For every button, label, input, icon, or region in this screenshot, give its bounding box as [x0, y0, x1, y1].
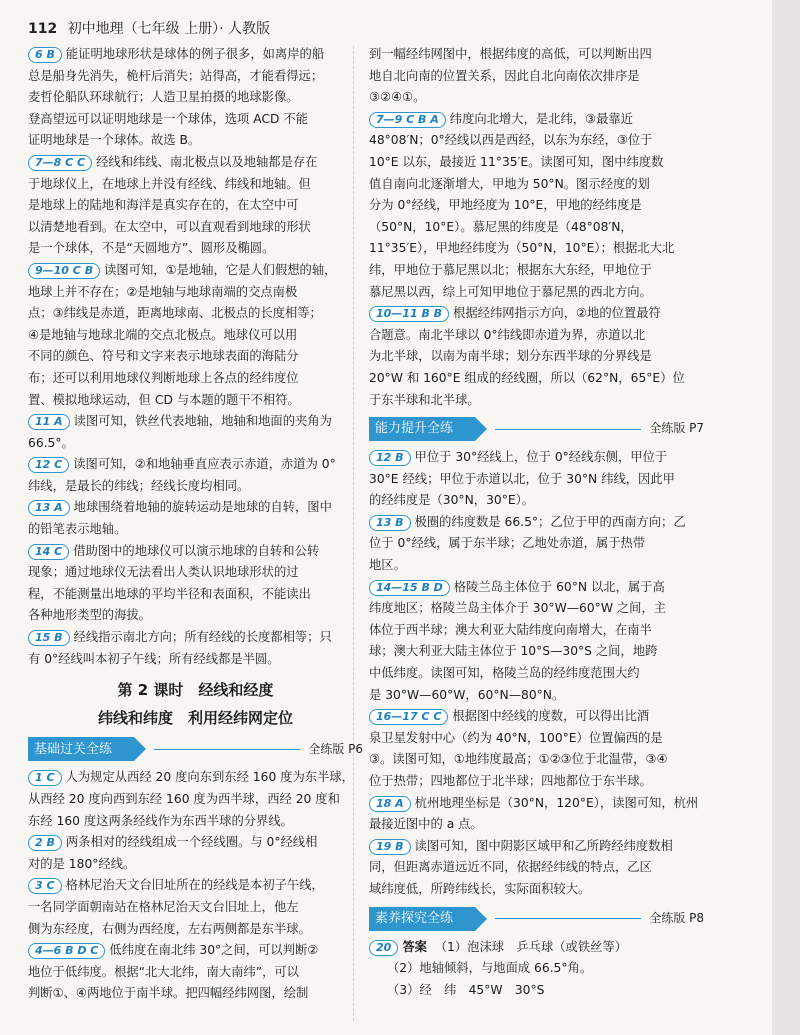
section-bar-basic [28, 737, 363, 761]
answer-16-17 [369, 706, 704, 792]
answer-text: 登高望远可以证明地球是一个球体，选项 ACD 不能 [28, 111, 309, 126]
answer-text: 现象；通过地球仪无法看出人类认识地球形状的过 [28, 565, 299, 580]
answer-text: 合题意。南北半球以 0°纬线即赤道为界，赤道以北 [369, 327, 646, 342]
answer-text: 两条相对的经线组成一个经线圈。与 0°经线相 [65, 835, 318, 850]
answer-text: 不同的颜色、符号和文字来表示地球表面的海陆分 [28, 349, 299, 364]
answer-text: 格林尼治天文台旧址所在的经线是本初子午线， [65, 878, 324, 893]
left-column [28, 44, 363, 1005]
answer-text: 侧为东经度，右侧为西经度，左右两侧都是东半球。 [28, 921, 311, 936]
question-tag: 6 B [28, 47, 62, 63]
answer-text: 泉卫星发射中心（约为 40°N，100°E）位置偏西的是 [369, 730, 663, 745]
answer-4-6-continued [369, 44, 704, 109]
answer-text: 对的是 180°经线。 [28, 856, 136, 871]
answer-text: 低纬度在南北纬 30°之间，可以判断② [109, 943, 319, 958]
answer-text: 地位于低纬度。根据“北大北纬，南大南纬”，可以 [28, 964, 299, 979]
answer-text: 于地球仪上，在地球上并没有经线、纬线和地轴。但 [28, 176, 311, 191]
question-tag: 15 B [28, 630, 70, 646]
answer-text: 以清楚地看到。在太空中，可以直观看到地球的形状 [28, 219, 311, 234]
answer-11 [28, 411, 363, 454]
answer-14-15 [369, 577, 704, 707]
answer-15 [28, 627, 363, 670]
answer-text: 48°08′N；0°经线以西是西经，以东为东经，③位于 [369, 133, 653, 148]
question-tag: 4—6 B D C [28, 943, 105, 959]
answer-4-6 [28, 940, 363, 1005]
answer-7-9 [369, 109, 704, 303]
answer-text: 66.5°。 [28, 435, 74, 450]
page-edge [772, 0, 800, 1035]
answer-20 [369, 937, 704, 1002]
question-tag: 18 A [369, 796, 411, 812]
answer-text: 能证明地球形状是球体的例子很多，如离岸的船 [65, 47, 325, 61]
answer-text: 地区。 [369, 558, 406, 573]
page-header [28, 18, 270, 38]
question-tag: 13 B [369, 515, 411, 531]
section-rule [495, 918, 641, 919]
answer-6 [28, 44, 363, 152]
answer-text: 总是船身先消失，桅杆后消失；站得高，才能看得远； [28, 68, 324, 83]
answer-text: 纬线，是最长的纬线；经线长度均相同。 [28, 478, 250, 493]
answer-3 [28, 875, 363, 940]
answer-12 [28, 454, 363, 497]
section-label: 素养探究全练 [369, 907, 475, 931]
answer-text: 读图可知，①是地轴，它是人们假想的轴， [104, 262, 337, 277]
question-tag: 13 A [28, 500, 70, 516]
answer-text: 纬度地区；格陵兰岛主体介于 30°W—60°W 之间，主 [369, 601, 667, 616]
answer-9-10 [28, 260, 363, 411]
answer-text: 人为规定从西经 20 度向东到东经 160 度为东半球， [65, 770, 354, 785]
answer-text: （50°N，10°E）。慕尼黑的纬度是（48°08′N， [369, 219, 633, 234]
answer-text: 中低纬度。读图可知，格陵兰岛的经纬度范围大约 [369, 666, 640, 681]
section-arrow-icon [475, 907, 487, 931]
answer-text: ③②④①。 [369, 90, 426, 105]
answer-1 [28, 767, 363, 832]
answer-text: 域纬度低，所跨纬线长，实际面积较大。 [369, 881, 591, 896]
answer-text: 纬，甲地位于慕尼黑以北；根据东大东经，甲地位于 [369, 262, 652, 277]
answer-text: 地球上并不存在；②是地轴与地球南端的交点南极 [28, 284, 298, 299]
book-title: 初中地理（七年级 上册）· 人教版 [67, 21, 271, 37]
answer-text: 为北半球，以南为南半球；划分东西半球的分界线是 [369, 349, 652, 364]
section-arrow-icon [475, 417, 487, 441]
answer-text: 的经纬度是（30°N，30°E）。 [369, 493, 535, 508]
answer-text: 置、模拟地球运动，但 CD 与本题的题干不相符。 [28, 392, 300, 407]
answer-text: 位于热带；四地都位于北半球；四地都位于东半球。 [369, 774, 652, 788]
answer-text: 点；③纬线是赤道，距离地球南、北极点的长度相等； [28, 306, 322, 321]
answer-text: ④是地轴与地球北端的交点北极点。地球仪可以用 [28, 327, 298, 342]
answer-10-11 [369, 303, 704, 411]
answer-text: 地自北向南的位置关系，因此自北向南依次排序是 [369, 68, 640, 83]
answer-text: 杭州地理坐标是（30°N，120°E），读图可知，杭州 [414, 795, 699, 810]
answer-text: 读图可知，②和地轴垂直应表示赤道，赤道为 0° [73, 457, 336, 472]
answer-text: 到一幅经纬网图中，根据纬度的高低，可以判断出四 [369, 47, 652, 61]
answer-13 [28, 497, 363, 540]
answer-text: 纬度向北增大，是北纬，③最靠近 [449, 111, 633, 126]
answer-text: 麦哲伦船队环球航行；人造卫星拍摄的地球影像。 [28, 90, 299, 105]
section-bar-ability [369, 417, 704, 441]
answer-text: 值自南向北逐渐增大，甲地为 50°N。图示经度的划 [369, 176, 650, 191]
answer-text: 经线指示南北方向；所有经线的长度都相等；只 [73, 630, 332, 645]
question-tag: 2 B [28, 835, 62, 851]
section-label: 基础过关全练 [28, 737, 134, 761]
answer-text: 是 30°W—60°W，60°N—80°N。 [369, 687, 565, 702]
answer-text: 分为 0°经线，甲地经度为 10°E，甲地的经纬度是 [369, 198, 642, 213]
answer-text: 位于 0°经线，属于东半球；乙地处赤道，属于热带 [369, 536, 646, 551]
answer-text: 是地球上的陆地和海洋是真实存在的，在太空中可 [28, 198, 299, 213]
answer-14 [28, 541, 363, 627]
question-tag: 3 C [28, 878, 62, 894]
answer-12 [369, 447, 704, 512]
answer-text: 20°W 和 160°E 组成的经线圈，所以（62°N，65°E）位 [369, 370, 685, 385]
answer-text: 同，但距离赤道远近不同，依据经纬线的特点，乙区 [369, 860, 652, 875]
answer-text: 格陵兰岛主体位于 60°N 以北，属于高 [453, 579, 665, 594]
question-tag: 12 C [28, 457, 69, 473]
answer-text: 判断①、④两地位于南半球。把四幅经纬网图，绘制 [28, 986, 309, 1001]
answer-text: 各种地形类型的海拔。 [28, 608, 151, 623]
answer-7-8 [28, 152, 363, 260]
answer-text: 有 0°经线叫本初子午线；所有经线都是半圆。 [28, 651, 280, 666]
question-tag: 9—10 C B [28, 263, 100, 279]
question-tag: 12 B [369, 450, 411, 466]
question-tag: 19 B [369, 839, 411, 855]
answer-text: 11°35′E），甲地经纬度为（50°N，10°E）；根据北大北 [369, 241, 675, 256]
question-tag: 20 [369, 940, 398, 956]
answer-text: 甲位于 30°经线上，位于 0°经线东侧，甲位于 [414, 450, 668, 465]
question-tag: 11 A [28, 414, 70, 430]
page-number: 112 [28, 21, 58, 37]
question-tag: 14—15 B D [369, 580, 450, 596]
section-arrow-icon [134, 737, 146, 761]
answer-text: 10°E 以东，最接近 11°35′E。读图可知，图中纬度数 [369, 154, 664, 169]
answer-text: （2）地轴倾斜，与地面成 66.5°角。 [387, 961, 593, 976]
answer-text: 最接近图中的 a 点。 [369, 817, 483, 832]
section-rule [495, 429, 641, 430]
section-page-ref: 全练版 P6 [308, 741, 363, 756]
answer-label: 答案 [402, 939, 427, 954]
answer-text: 一名同学面朝南站在格林尼治天文台旧址上，他左 [28, 899, 299, 914]
answer-text: 读图可知，铁丝代表地轴，地轴和地面的夹角为 [73, 414, 332, 429]
answer-text: 地球围绕着地轴的旋转运动是地球的自转，图中 [73, 500, 332, 515]
answer-text: 球；澳大利亚大陆主体位于 10°S—30°S 之间，地跨 [369, 644, 658, 659]
answer-text: 30°E 经线；甲位于赤道以北，位于 30°N 纬线，因此甲 [369, 471, 675, 486]
answer-text: 程，不能测量出地球的平均半径和表面积，不能读出 [28, 586, 311, 601]
answer-text: 根据经纬网指示方向，②地的位置最符 [453, 306, 661, 321]
question-tag: 14 C [28, 544, 69, 560]
answer-text: 体位于西半球；澳大利亚大陆纬度向南增大，在南半 [369, 622, 652, 637]
lesson-title: 第 2 课时 经线和经度 [117, 681, 274, 700]
answer-text: （1）泡沫球 乒乓球（或铁丝等） [434, 939, 628, 954]
answer-2 [28, 832, 363, 875]
answer-text: （3）经 纬 45°W 30°S [387, 982, 545, 997]
answer-text: 读图可知，图中阴影区域甲和乙所跨经纬度数相 [414, 838, 673, 853]
answer-text: 是一个球体，不是“天圆地方”、圆形及椭圆。 [28, 241, 275, 256]
answer-text: 东经 160 度这两条经线作为东西半球的分界线。 [28, 813, 293, 828]
question-tag: 16—17 C C [369, 709, 448, 725]
answer-19 [369, 836, 704, 901]
section-page-ref: 全练版 P7 [649, 421, 704, 436]
right-column [369, 44, 704, 1001]
lesson-subtitle: 纬线和纬度 利用经纬网定位 [97, 708, 293, 727]
answer-text: 借助图中的地球仪可以演示地球的自转和公转 [73, 543, 320, 558]
section-page-ref: 全练版 P8 [649, 910, 704, 925]
section-label: 能力提升全练 [369, 417, 475, 441]
answer-text: 极圈的纬度数是 66.5°；乙位于甲的西南方向；乙 [414, 514, 686, 529]
answer-text: 经线和纬线、南北极点以及地轴都是存在 [96, 154, 318, 169]
answer-text: 从西经 20 度向西到东经 160 度为西半球，西经 20 度和 [28, 792, 340, 806]
answer-text: 慕尼黑以西，综上可知甲地位于慕尼黑的西北方向。 [369, 284, 652, 299]
question-tag: 7—9 C B A [369, 112, 446, 128]
answer-text: 的铅笔表示地轴。 [28, 522, 127, 537]
answer-text: 布；还可以利用地球仪判断地球上各点的经纬度位 [28, 370, 299, 385]
answer-text: 于东半球和北半球。 [369, 392, 480, 407]
question-tag: 7—8 C C [28, 155, 92, 171]
section-bar-literacy [369, 907, 704, 931]
answer-text: 根据图中经线的度数，可以得出比酒 [452, 709, 650, 724]
answer-text: ③。读图可知，①地纬度最高；①②③位于北温带，③④ [369, 752, 668, 767]
question-tag: 10—11 B B [369, 306, 449, 322]
answer-text: 证明地球是一个球体。故选 B。 [28, 133, 201, 148]
section-rule [154, 749, 300, 750]
answer-13 [369, 512, 704, 577]
answer-18 [369, 793, 704, 836]
question-tag: 1 C [28, 770, 62, 786]
